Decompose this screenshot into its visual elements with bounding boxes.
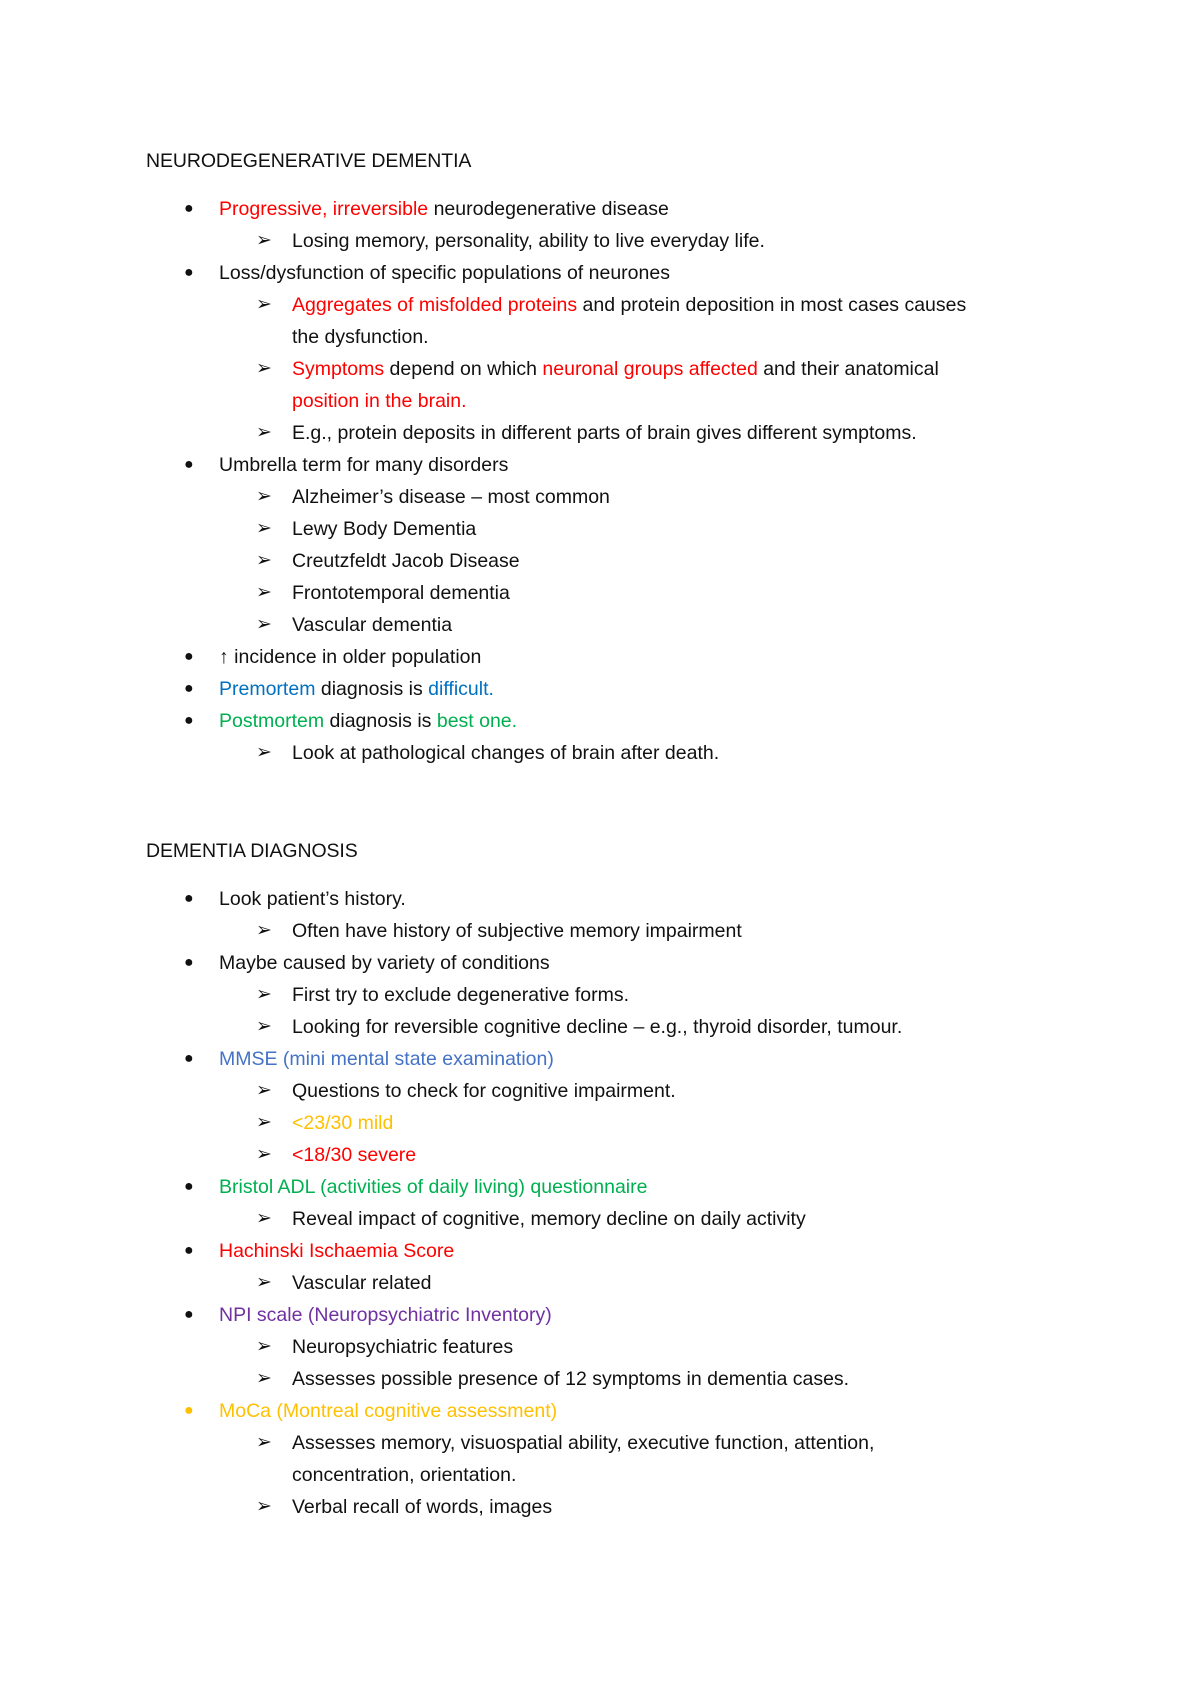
list-item	[146, 1107, 1106, 1139]
text-run: Alzheimer’s disease – most common	[292, 486, 610, 508]
bullet-icon: ●	[184, 648, 194, 665]
text-run: Maybe caused by variety of conditions	[219, 952, 550, 974]
arrow-icon: ➢	[256, 984, 272, 1005]
text-run: position in the brain.	[292, 390, 467, 412]
list-item	[146, 641, 1106, 673]
text-run: Creutzfeldt Jacob Disease	[292, 550, 520, 572]
text-run: Frontotemporal dementia	[292, 582, 510, 604]
list-item	[146, 1075, 1106, 1107]
text-run: depend on which	[384, 358, 543, 380]
list-item	[146, 1203, 1106, 1235]
bullet-icon: ●	[184, 680, 194, 697]
arrow-icon: ➢	[256, 1496, 272, 1517]
bullet-icon: ●	[184, 1402, 194, 1419]
text-run: Premortem	[219, 678, 316, 700]
list-item	[146, 513, 1106, 545]
section-neurodegenerative-dementia	[146, 145, 1106, 769]
list-item	[146, 1043, 1106, 1075]
list-item	[146, 417, 1106, 449]
arrow-icon: ➢	[256, 614, 272, 635]
list-item	[146, 1267, 1106, 1299]
text-run: and their anatomical	[757, 358, 939, 380]
arrow-icon: ➢	[256, 550, 272, 571]
arrow-icon: ➢	[256, 486, 272, 507]
text-run: Vascular related	[292, 1272, 432, 1294]
text-run: Verbal recall of words, images	[292, 1496, 553, 1518]
list-item	[146, 1171, 1106, 1203]
bullet-list	[146, 883, 1106, 1523]
section-dementia-diagnosis	[146, 835, 1106, 1523]
arrow-icon: ➢	[256, 1272, 272, 1293]
list-item	[146, 577, 1106, 609]
list-item	[146, 705, 1106, 737]
text-run: NPI scale (Neuropsychiatric Inventory)	[219, 1304, 552, 1326]
bullet-icon: ●	[184, 1306, 194, 1323]
bullet-icon: ●	[184, 712, 194, 729]
text-run: Vascular dementia	[292, 614, 453, 636]
text-run: MMSE (mini mental state examination)	[219, 1048, 554, 1070]
arrow-icon: ➢	[256, 358, 272, 379]
text-run: Loss/dysfunction of specific populations of neurones	[219, 262, 670, 284]
list-item	[146, 1011, 1106, 1043]
bullet-icon: ●	[184, 1050, 194, 1067]
list-item	[146, 1139, 1106, 1171]
text-run: Questions to check for cognitive impairment.	[292, 1080, 676, 1102]
text-run: concentration, orientation.	[292, 1464, 517, 1486]
list-item	[146, 1395, 1106, 1427]
text-run: Postmortem	[219, 710, 325, 732]
list-item	[146, 289, 1106, 321]
text-run: Look patient’s history.	[219, 888, 406, 910]
arrow-icon: ➢	[256, 1080, 272, 1101]
arrow-icon: ➢	[256, 1432, 272, 1453]
text-run: Progressive, irreversible	[219, 198, 429, 220]
arrow-icon: ➢	[256, 1368, 272, 1389]
text-run: MoCa (Montreal cognitive assessment)	[219, 1400, 558, 1422]
arrow-icon: ➢	[256, 230, 272, 251]
list-item-continuation	[146, 385, 1106, 417]
text-run: Reveal impact of cognitive, memory decline on daily activity	[292, 1208, 806, 1230]
text-run: Bristol ADL (activities of daily living) questionnaire	[219, 1176, 648, 1198]
list-item	[146, 1331, 1106, 1363]
bullet-icon: ●	[184, 1242, 194, 1259]
list-item	[146, 1363, 1106, 1395]
text-run: difficult.	[428, 678, 494, 700]
list-item	[146, 883, 1106, 915]
arrow-icon: ➢	[256, 1336, 272, 1357]
text-run: E.g., protein deposits in different parts of brain gives different symptoms.	[292, 422, 917, 444]
text-run: Losing memory, personality, ability to live everyday life.	[292, 230, 765, 252]
list-item	[146, 225, 1106, 257]
bullet-icon: ●	[184, 264, 194, 281]
text-run: Symptoms	[292, 358, 385, 380]
list-item	[146, 481, 1106, 513]
text-run: Neuropsychiatric features	[292, 1336, 514, 1358]
list-item	[146, 545, 1106, 577]
text-run: Often have history of subjective memory impairment	[292, 920, 742, 942]
list-item	[146, 257, 1106, 289]
arrow-icon: ➢	[256, 920, 272, 941]
arrow-icon: ➢	[256, 1208, 272, 1229]
text-run: neuronal groups affected	[542, 358, 758, 380]
text-run: diagnosis is	[315, 678, 429, 700]
section-heading: DEMENTIA DIAGNOSIS	[146, 840, 358, 862]
list-item	[146, 1235, 1106, 1267]
bullet-list	[146, 193, 1106, 769]
text-run: diagnosis is	[324, 710, 437, 732]
text-run: Umbrella term for many disorders	[219, 454, 509, 476]
list-item	[146, 193, 1106, 225]
text-run: Look at pathological changes of brain after death.	[292, 742, 720, 764]
bullet-icon: ●	[184, 1178, 194, 1195]
text-run: ↑ incidence in older population	[219, 646, 482, 668]
list-item-continuation	[146, 1459, 1106, 1491]
text-run: Aggregates of misfolded proteins	[292, 294, 578, 316]
text-run: and protein deposition in most cases causes	[577, 294, 967, 316]
list-item	[146, 979, 1106, 1011]
list-item	[146, 1299, 1106, 1331]
text-run: Assesses memory, visuospatial ability, executive function, attention,	[292, 1432, 875, 1454]
list-item	[146, 915, 1106, 947]
bullet-icon: ●	[184, 954, 194, 971]
text-run: Looking for reversible cognitive decline – e.g., thyroid disorder, tumour.	[292, 1016, 903, 1038]
arrow-icon: ➢	[256, 582, 272, 603]
list-item	[146, 1491, 1106, 1523]
arrow-icon: ➢	[256, 1144, 272, 1165]
list-item	[146, 673, 1106, 705]
list-item	[146, 947, 1106, 979]
bullet-icon: ●	[184, 456, 194, 473]
section-heading: NEURODEGENERATIVE DEMENTIA	[146, 150, 472, 172]
text-run: <18/30 severe	[292, 1144, 417, 1166]
arrow-icon: ➢	[256, 518, 272, 539]
list-item	[146, 449, 1106, 481]
text-run: the dysfunction.	[292, 326, 429, 348]
arrow-icon: ➢	[256, 294, 272, 315]
list-item	[146, 609, 1106, 641]
arrow-icon: ➢	[256, 1016, 272, 1037]
text-run: Assesses possible presence of 12 symptoms in dementia cases.	[292, 1368, 850, 1390]
list-item	[146, 737, 1106, 769]
text-run: First try to exclude degenerative forms.	[292, 984, 630, 1006]
arrow-icon: ➢	[256, 742, 272, 763]
text-run: Lewy Body Dementia	[292, 518, 477, 540]
arrow-icon: ➢	[256, 1112, 272, 1133]
bullet-icon: ●	[184, 200, 194, 217]
list-item-continuation	[146, 321, 1106, 353]
text-run: Hachinski Ischaemia Score	[219, 1240, 455, 1262]
text-run: best one.	[436, 710, 518, 732]
list-item	[146, 1427, 1106, 1459]
text-run: <23/30 mild	[292, 1112, 394, 1134]
arrow-icon: ➢	[256, 422, 272, 443]
bullet-icon: ●	[184, 890, 194, 907]
text-run: neurodegenerative disease	[428, 198, 669, 220]
list-item	[146, 353, 1106, 385]
